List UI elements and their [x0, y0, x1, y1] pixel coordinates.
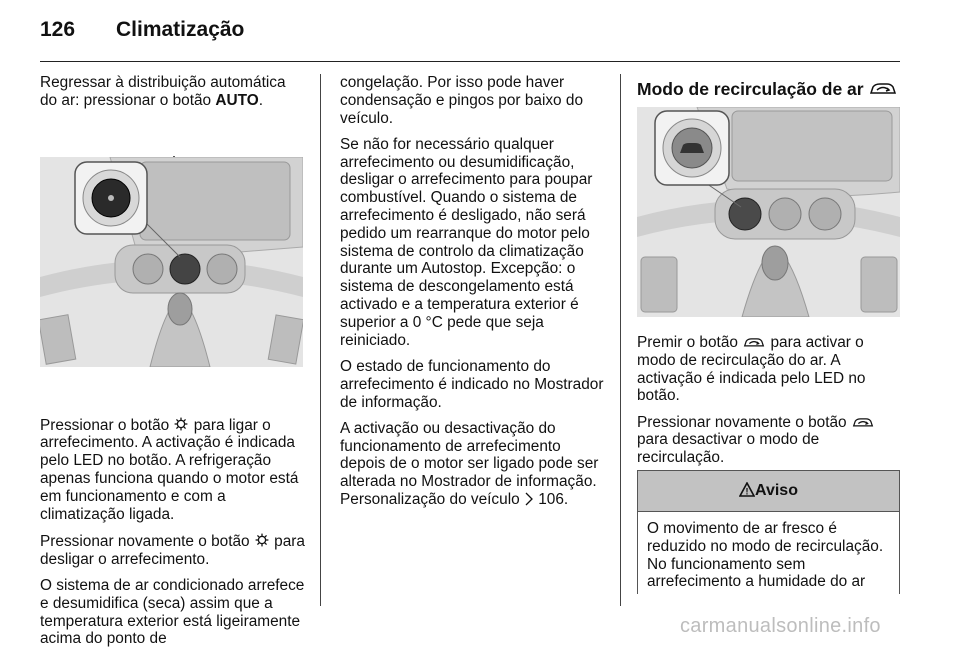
column-divider-2 — [620, 74, 621, 606]
snowflake-ac-icon — [254, 532, 270, 548]
recirculation-heading: Modo de recirculação de ar — [637, 78, 903, 100]
warning-triangle-icon — [739, 482, 755, 497]
header-divider — [40, 61, 900, 62]
reference-arrow-icon — [524, 492, 534, 506]
snowflake-ac-icon — [173, 416, 189, 432]
col2-paragraph-1: congelação. Por isso pode haver condensação e pingos por baixo do veículo. — [340, 74, 584, 127]
chapter-title: Climatização — [116, 18, 245, 41]
recirc-paragraph-1: Premir o botão para activar o modo de recirculação do ar. A activação é indicada pelo LED no botão. — [637, 334, 866, 405]
recirculation-car-icon — [851, 415, 875, 429]
page-reference[interactable]: 106 — [538, 491, 564, 509]
col2-paragraph-4: A activação ou desactivação do funcionamento de arrefecimento depois de o motor ser ligado pode ser alterada no Mostrador de informação. Personalização do veículo 106. — [340, 419, 599, 509]
column-2 — [340, 74, 606, 517]
recirculation-car-icon — [868, 79, 898, 97]
site-watermark: carmanualsonline.info — [680, 615, 881, 637]
warning-box — [637, 470, 900, 594]
recirculation-button-photo — [637, 107, 900, 317]
warning-body: O movimento de ar fresco é reduzido no modo de recirculação. No funcionamento sem arrefecimento a humidade do ar — [647, 520, 884, 591]
col2-paragraph-3: O estado de funcionamento do arrefecimento é indicado no Mostrador de informação. — [340, 357, 604, 411]
recirculation-car-icon — [742, 335, 766, 349]
column-divider-1 — [320, 74, 321, 606]
recirc-paragraph-2: Pressionar novamente o botão para desactivar o modo de recirculação. — [637, 414, 903, 467]
svg-text:!: ! — [745, 486, 749, 497]
cooling-paragraph-2: Pressionar novamente o botão para desligar o arrefecimento. — [40, 532, 305, 568]
cooling-button-photo — [40, 157, 303, 367]
col2-paragraph-2: Se não for necessário qualquer arrefecimento ou desumidificação, desligar o arrefecimento para poupar combustível. Quando o sistema de arrefecimento é desligado, não será pedido um rearranque do motor pelo sistema de controlo da climatização durante um Autostop. Excepção: o sistema de descongelamento está activado e a temperatura exterior é superior a 0 °C pede que seja reiniciado. — [340, 135, 593, 349]
warning-title: Aviso — [755, 482, 798, 499]
warning-header — [638, 471, 899, 512]
cooling-paragraph-3: O sistema de ar condicionado arrefece e desumidifica (seca) assim que a temperatura exterior está ligeiramente acima do ponto de — [40, 576, 305, 648]
cooling-paragraph-1: Pressionar o botão para ligar o arrefecimento. A activação é indicada pelo LED no botão. A refrigeração apenas funciona quando o motor está em funcionamento e com a climatização ligada. — [40, 416, 299, 523]
intro-paragraph: Regressar à distribuição automática do ar: pressionar o botão AUTO. — [40, 74, 286, 109]
auto-button-label: AUTO — [215, 91, 259, 109]
page-number: 126 — [40, 18, 76, 41]
